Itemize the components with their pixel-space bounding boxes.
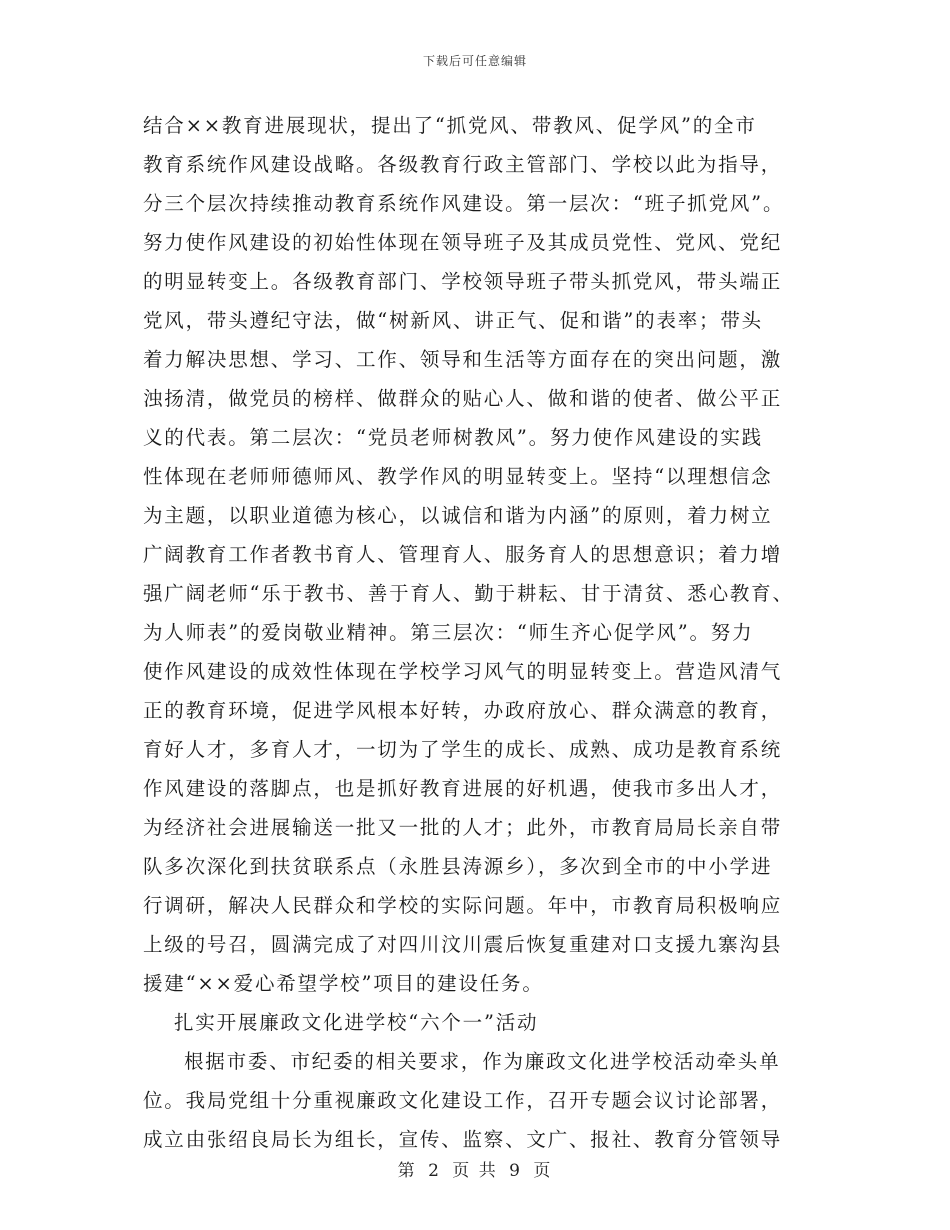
text-line: 援建“××爱心希望学校”项目的建设任务。 (143, 972, 544, 995)
text-line: 浊扬清，做党员的榜样、做群众的贴心人、做和谐的使者、做公平正 (143, 387, 783, 410)
current-page-number: 2 (428, 1161, 441, 1181)
text-line: 为人师表”的爱岗敬业精神。第三层次：“师生齐心促学风”。努力 (143, 621, 754, 644)
text-line: 性体现在老师师德师风、教学作风的明显转变上。坚持“以理想信念 (143, 465, 773, 488)
text-line: 上级的号召，圆满完成了对四川汶川震后恢复重建对口支援九寨沟县 (143, 933, 783, 956)
text-line: 行调研，解决人民群众和学校的实际问题。年中，市教育局积极响应 (143, 894, 783, 917)
section-heading: 扎实开展廉政文化进学校“六个一”活动 (174, 1011, 539, 1034)
header-note: 下载后可任意编辑 (422, 54, 527, 68)
text-line: 根据市委、市纪委的相关要求，作为廉政文化进学校活动牵头单 (184, 1050, 781, 1073)
text-line: 作风建设的落脚点，也是抓好教育进展的好机遇，使我市多出人才， (143, 777, 783, 800)
text-line: 育好人才，多育人才，一切为了学生的成长、成熟、成功是教育系统 (143, 738, 783, 761)
footer-suffix: 页 (533, 1161, 553, 1181)
text-line: 成立由张绍良局长为组长，宣传、监察、文广、报社、教育分管领导 (143, 1128, 783, 1151)
text-line: 广阔教育工作者教书育人、管理育人、服务育人的思想意识；着力增 (143, 543, 783, 566)
text-line: 义的代表。第二层次：“党员老师树教风”。努力使作风建设的实践 (143, 426, 763, 449)
text-line: 位。我局党组十分重视廉政文化建设工作，召开专题会议讨论部署， (143, 1089, 783, 1112)
text-line: 教育系统作风建设战略。各级教育行政主管部门、学校以此为指导， (143, 153, 783, 176)
text-line: 为经济社会进展输送一批又一批的人才；此外，市教育局局长亲自带 (143, 816, 783, 839)
text-line: 着力解决思想、学习、工作、领导和生活等方面存在的突出问题，激 (143, 348, 783, 371)
text-line: 为主题，以职业道德为核心，以诚信和谐为内涵”的原则，着力树立 (143, 504, 773, 527)
footer-middle: 页 共 (452, 1161, 498, 1181)
total-page-count: 9 (509, 1161, 522, 1181)
text-line: 分三个层次持续推动教育系统作风建设。第一层次：“班子抓党风”。 (143, 192, 785, 215)
document-body (143, 106, 805, 1159)
text-line: 努力使作风建设的初始性体现在领导班子及其成员党性、党风、党纪 (143, 231, 783, 254)
text-line: 正的教育环境，促进学风根本好转，办政府放心、群众满意的教育， (143, 699, 783, 722)
text-line: 使作风建设的成效性体现在学校学习风气的明显转变上。营造风清气 (143, 660, 783, 683)
text-line: 的明显转变上。各级教育部门、学校领导班子带头抓党风，带头端正 (143, 270, 783, 293)
text-line: 队多次深化到扶贫联系点（永胜县涛源乡），多次到全市的中小学进 (143, 855, 773, 878)
footer-prefix: 第 (397, 1161, 417, 1181)
text-line: 结合××教育进展现状，提出了“抓党风、带教风、促学风”的全市 (143, 114, 757, 137)
page-footer (0, 1156, 950, 1181)
text-line: 党风，带头遵纪守法，做“树新风、讲正气、促和谐”的表率；带头 (143, 309, 763, 332)
text-line: 强广阔老师“乐于教书、善于育人、勤于耕耘、甘于清贫、悉心教育、 (143, 582, 794, 605)
